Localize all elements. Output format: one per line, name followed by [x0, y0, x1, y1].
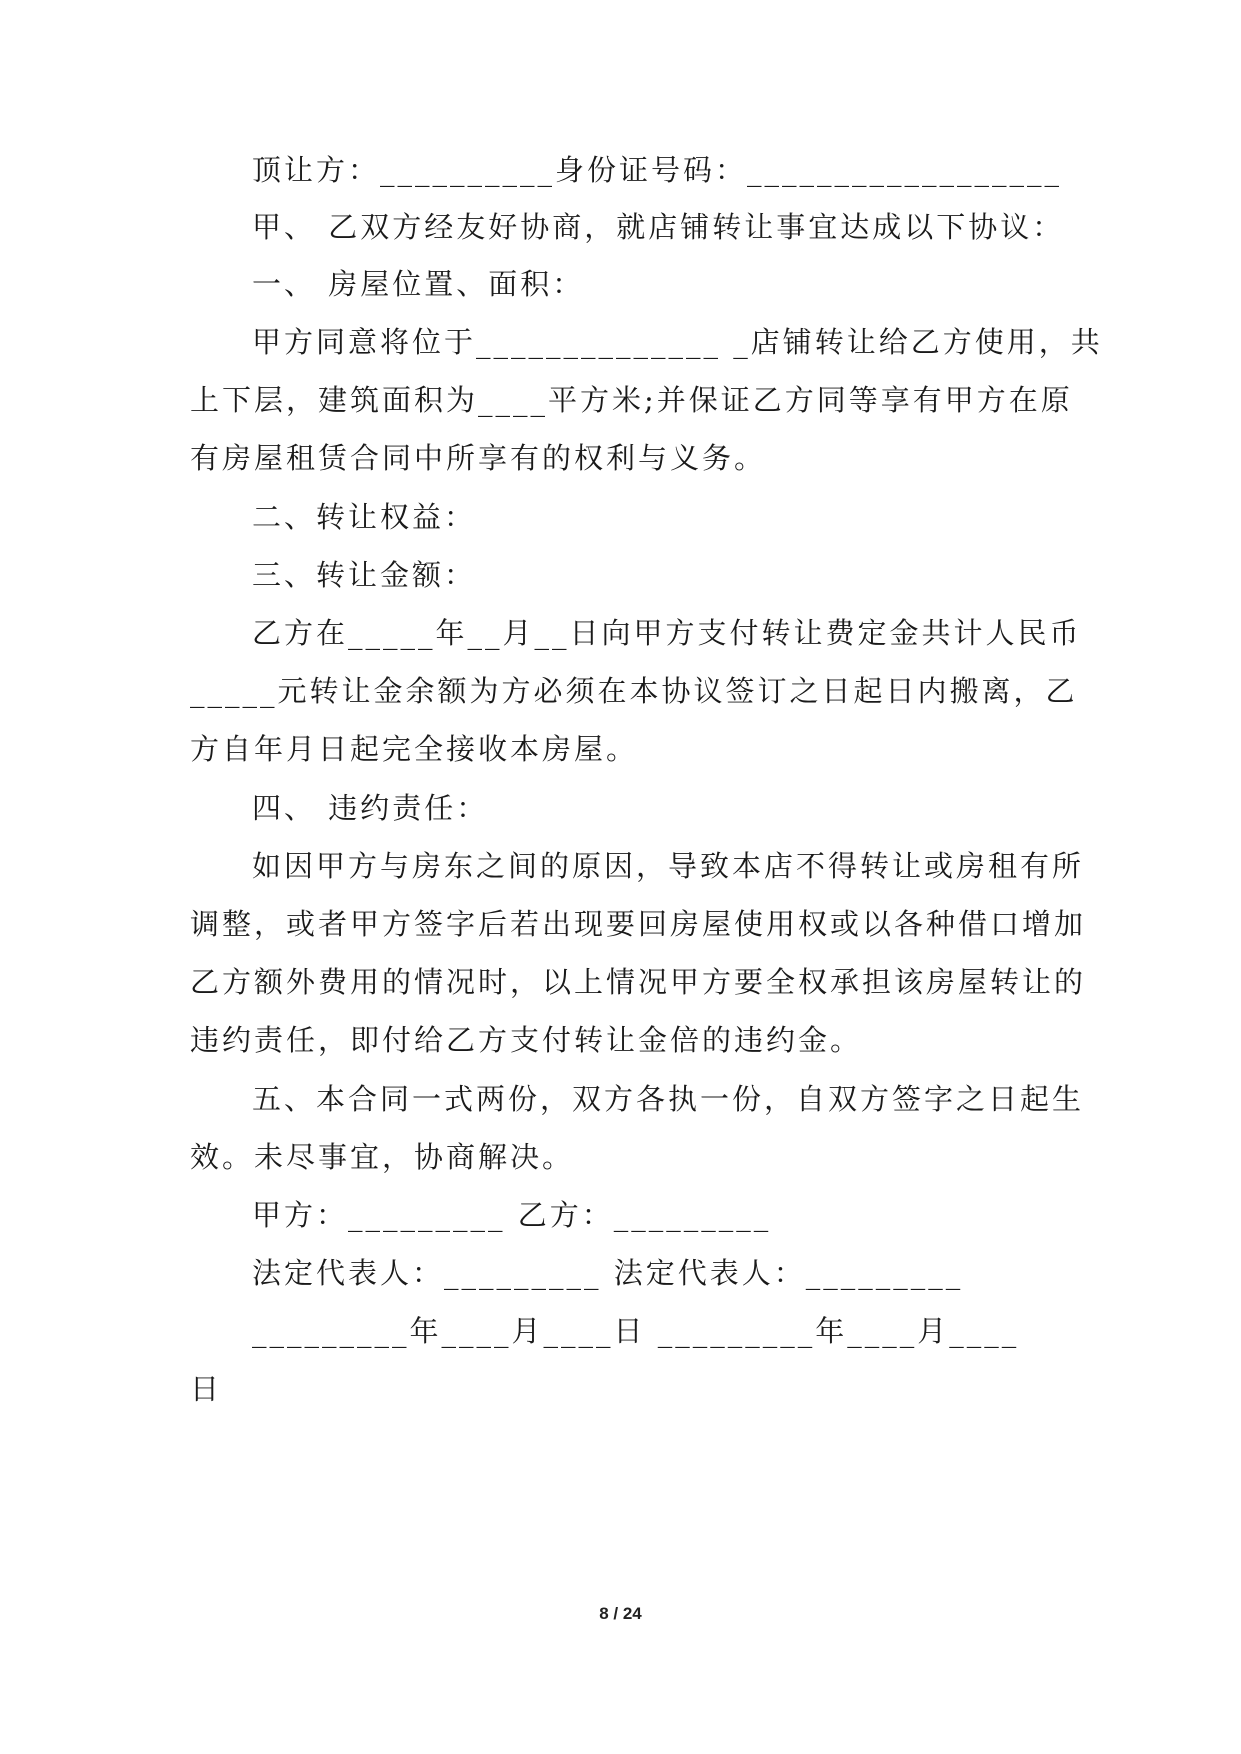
text-line-10: _____元转让金余额为方必须在本协议签订之日起日内搬离，乙 [190, 674, 1078, 708]
text-line-6: 有房屋租赁合同中所享有的权利与义务。 [190, 441, 767, 475]
text-line-5: 上下层，建筑面积为____平方米;并保证乙方同等享有甲方在原 [190, 383, 1073, 417]
text-line-18: 效。未尽事宜，协商解决。 [190, 1140, 575, 1174]
page-number: 8 / 24 [599, 1604, 642, 1623]
text-line-13: 如因甲方与房东之间的原因，导致本店不得转让或房租有所 [252, 849, 1085, 883]
text-line-2: 甲、 乙双方经友好协商，就店铺转让事宜达成以下协议： [252, 210, 1065, 244]
text-line-17: 五、本合同一式两份，双方各执一份，自双方签字之日起生 [252, 1082, 1085, 1116]
section-heading-1: 一、 房屋位置、面积： [252, 267, 585, 301]
text-line-9: 乙方在_____年__月__日向甲方支付转让费定金共计人民币 [252, 616, 1082, 650]
text-line-15: 乙方额外费用的情况时，以上情况甲方要全权承担该房屋转让的 [190, 965, 1087, 999]
signature-line-parties: 甲方：_________ 乙方：_________ [252, 1198, 772, 1232]
text-line-14: 调整，或者甲方签字后若出现要回房屋使用权或以各种借口增加 [190, 907, 1087, 941]
signature-line-representatives: 法定代表人：_________ 法定代表人：_________ [252, 1256, 964, 1290]
signature-line-date-tail: 日 [190, 1372, 223, 1406]
text-line-1: 顶让方：__________身份证号码：__________________ [252, 153, 1063, 187]
signature-line-dates: _________年____月____日 _________年____月____ [252, 1314, 1020, 1348]
section-heading-4: 四、 违约责任： [252, 791, 489, 825]
text-line-16: 违约责任，即付给乙方支付转让金倍的违约金。 [190, 1023, 863, 1057]
section-heading-2: 二、转让权益： [252, 500, 477, 534]
text-line-4: 甲方同意将位于______________ _店铺转让给乙方使用，共 [252, 325, 1103, 359]
text-line-11: 方自年月日起完全接收本房屋。 [190, 732, 639, 766]
section-heading-3: 三、转让金额： [252, 558, 477, 592]
